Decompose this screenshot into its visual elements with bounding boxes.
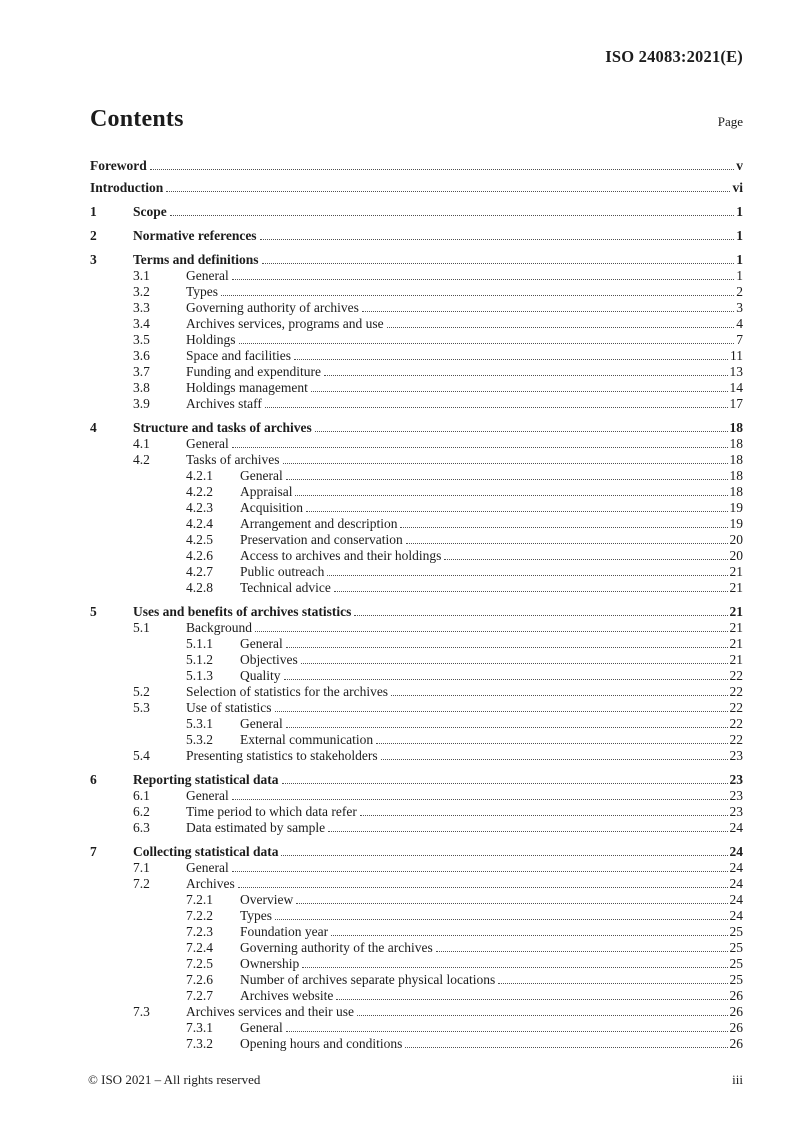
toc-entry-page: 23 — [729, 748, 743, 763]
dot-leader — [255, 631, 728, 632]
toc-entry-page: 1 — [736, 204, 743, 219]
toc-entry-page: 4 — [736, 316, 743, 331]
toc-entry-page: 24 — [729, 892, 743, 907]
toc-row — [133, 380, 743, 396]
toc-entry-page: 17 — [729, 396, 743, 411]
toc-entry-number: 3.8 — [133, 380, 150, 395]
toc-entry-page: 23 — [729, 804, 743, 819]
toc-entry-page: 22 — [729, 732, 743, 747]
toc-entry-page: 24 — [729, 860, 743, 875]
dot-leader — [232, 279, 735, 280]
toc-row — [186, 956, 743, 972]
dot-leader — [391, 695, 727, 696]
dot-leader — [295, 495, 727, 496]
toc-entry-number: 6 — [90, 772, 97, 787]
toc-row — [133, 820, 743, 836]
toc-entry-number: 7.2.2 — [186, 908, 213, 923]
toc-entry-page: 1 — [736, 252, 743, 267]
toc-entry-number: 3.9 — [133, 396, 150, 411]
toc-entry-number: 3.5 — [133, 332, 150, 347]
toc-row — [186, 548, 743, 564]
toc-row — [133, 364, 743, 380]
dot-leader — [166, 191, 730, 192]
toc-entry-number: 5.1.1 — [186, 636, 213, 651]
toc-row — [186, 908, 743, 924]
toc-entry-title: Presenting statistics to stakeholders — [186, 748, 378, 763]
toc-entry-title: General — [186, 860, 229, 875]
dot-leader — [327, 575, 727, 576]
toc-row — [133, 748, 743, 764]
toc-entry-number: 4.2.7 — [186, 564, 213, 579]
toc-entry-number: 7.2.6 — [186, 972, 213, 987]
toc-row — [90, 420, 743, 436]
toc-entry-page: 18 — [729, 420, 743, 435]
dot-leader — [362, 311, 734, 312]
toc-entry-number: 6.1 — [133, 788, 150, 803]
toc-entry-title: General — [186, 788, 229, 803]
toc-entry-title: Use of statistics — [186, 700, 272, 715]
toc-entry-title: Opening hours and conditions — [240, 1036, 403, 1051]
toc-entry-page: 20 — [729, 548, 743, 563]
dot-leader — [357, 1015, 728, 1016]
toc-entry-number: 7.2.5 — [186, 956, 213, 971]
toc-row — [133, 268, 743, 284]
toc-entry-page: 7 — [736, 332, 743, 347]
toc-entry-page: 26 — [729, 1004, 743, 1019]
dot-leader — [284, 679, 728, 680]
toc-entry-number: 7.2.3 — [186, 924, 213, 939]
toc-entry-title: Selection of statistics for the archives — [186, 684, 389, 699]
toc-entry-number: 4.2.5 — [186, 532, 213, 547]
toc-entry-title: Holdings management — [186, 380, 308, 395]
toc-entry-title: Overview — [240, 892, 294, 907]
toc-row — [186, 732, 743, 748]
toc-entry-page: 1 — [736, 268, 743, 283]
toc-entry-number: 7.3.1 — [186, 1020, 213, 1035]
toc-entry-title: Arrangement and description — [240, 516, 398, 531]
toc-entry-number: 6.3 — [133, 820, 150, 835]
contents-title: Contents — [90, 106, 184, 132]
toc-entry-title: Reporting statistical data — [133, 772, 279, 787]
toc-entry-title: Number of archives separate physical locations — [240, 972, 496, 987]
toc-entry-title: Foundation year — [240, 924, 329, 939]
toc-entry-number: 5.4 — [133, 748, 150, 763]
dot-leader — [360, 815, 728, 816]
toc-entry-title: Ownership — [240, 956, 300, 971]
toc-entry-title: Collecting statistical data — [133, 844, 279, 859]
toc-row — [133, 348, 743, 364]
toc-entry-page: 24 — [729, 844, 743, 859]
toc-entry-page: 18 — [729, 484, 743, 499]
toc-row — [133, 316, 743, 332]
toc-row — [90, 844, 743, 860]
toc-row — [90, 252, 743, 268]
toc-entry-page: 24 — [729, 820, 743, 835]
toc-entry-number: 5.3.1 — [186, 716, 213, 731]
dot-leader — [336, 999, 727, 1000]
toc-row — [133, 1004, 743, 1020]
toc-entry-number: 4.2.3 — [186, 500, 213, 515]
toc-entry-number: 1 — [90, 204, 97, 219]
dot-leader — [436, 951, 728, 952]
toc-entry-number: 7.2.4 — [186, 940, 213, 955]
toc-entry-page: 18 — [729, 452, 743, 467]
toc-entry-page: 11 — [730, 348, 743, 363]
dot-leader — [354, 615, 727, 616]
dot-leader — [286, 1031, 728, 1032]
toc-row — [186, 924, 743, 940]
toc-entry-title: Data estimated by sample — [186, 820, 326, 835]
dot-leader — [283, 463, 728, 464]
dot-leader — [296, 903, 727, 904]
toc-entry-page: 1 — [736, 228, 743, 243]
dot-leader — [238, 887, 728, 888]
toc-entry-number: 7.1 — [133, 860, 150, 875]
dot-leader — [294, 359, 728, 360]
toc-entry-page: 25 — [729, 924, 743, 939]
document-code: ISO 24083:2021(E) — [605, 47, 743, 66]
toc-entry-number: 3.3 — [133, 300, 150, 315]
dot-leader — [275, 711, 728, 712]
toc-entry-page: 18 — [729, 436, 743, 451]
toc-entry-page: 26 — [729, 1020, 743, 1035]
toc-row — [186, 636, 743, 652]
toc-row — [186, 1020, 743, 1036]
dot-leader — [232, 871, 728, 872]
toc-entry-title: Archives services and their use — [186, 1004, 354, 1019]
dot-leader — [381, 759, 728, 760]
toc-row — [186, 940, 743, 956]
toc-entry-number: 7.3 — [133, 1004, 150, 1019]
toc-row — [186, 988, 743, 1004]
toc-entry-title: Uses and benefits of archives statistics — [133, 604, 352, 619]
toc-entry-page: 21 — [729, 564, 743, 579]
page-footer — [88, 1072, 743, 1088]
dot-leader — [239, 343, 735, 344]
toc-entry-number: 3.4 — [133, 316, 150, 331]
toc-entry-title: Objectives — [240, 652, 298, 667]
toc-entry-page: 19 — [729, 500, 743, 515]
toc-row — [186, 532, 743, 548]
dot-leader — [301, 663, 728, 664]
toc-row — [133, 284, 743, 300]
toc-row — [186, 500, 743, 516]
toc-entry-title: External communication — [240, 732, 374, 747]
toc-entry-number: 4.2.2 — [186, 484, 213, 499]
dot-leader — [232, 447, 728, 448]
toc-row — [133, 452, 743, 468]
toc-entry-number: 5.1.2 — [186, 652, 213, 667]
toc-row — [133, 860, 743, 876]
toc-entry-title: Space and facilities — [186, 348, 291, 363]
toc-entry-number: 4.2 — [133, 452, 150, 467]
copyright-notice: © ISO 2021 – All rights reserved — [88, 1072, 261, 1087]
toc-row — [186, 1036, 743, 1052]
toc-row — [90, 772, 743, 788]
dot-leader — [302, 967, 727, 968]
toc-entry-page: 19 — [729, 516, 743, 531]
toc-entry-title: Technical advice — [240, 580, 331, 595]
dot-leader — [306, 511, 728, 512]
toc-entry-title: General — [240, 716, 283, 731]
toc-row — [133, 876, 743, 892]
dot-leader — [334, 591, 728, 592]
toc-entry-number: 2 — [90, 228, 97, 243]
dot-leader — [444, 559, 727, 560]
toc-entry-title: Terms and definitions — [133, 252, 259, 267]
toc-row — [186, 892, 743, 908]
toc-row — [186, 716, 743, 732]
contents-header — [90, 106, 743, 133]
toc-entry-title: General — [240, 468, 283, 483]
toc-entry-page: 22 — [729, 716, 743, 731]
toc-entry-page: 22 — [729, 684, 743, 699]
toc-row — [186, 972, 743, 988]
toc-entry-title: Appraisal — [240, 484, 293, 499]
toc-entry-title: Archives website — [240, 988, 334, 1003]
toc-row — [186, 468, 743, 484]
toc-row — [90, 158, 743, 174]
toc-entry-title: Introduction — [90, 180, 164, 195]
toc-entry-number: 5.3 — [133, 700, 150, 715]
toc-row — [133, 332, 743, 348]
toc-entry-number: 5.1.3 — [186, 668, 213, 683]
toc-row — [133, 788, 743, 804]
dot-leader — [315, 431, 728, 432]
toc-entry-number: 5.3.2 — [186, 732, 213, 747]
toc-entry-page: 21 — [729, 580, 743, 595]
toc-entry-page: 2 — [736, 284, 743, 299]
toc-entry-page: 25 — [729, 972, 743, 987]
toc-entry-number: 7 — [90, 844, 97, 859]
dot-leader — [331, 935, 727, 936]
toc-entry-page: 23 — [729, 788, 743, 803]
toc-row — [90, 604, 743, 620]
dot-leader — [498, 983, 727, 984]
toc-row — [133, 804, 743, 820]
dot-leader — [286, 647, 728, 648]
dot-leader — [400, 527, 727, 528]
toc-entry-page: 24 — [729, 876, 743, 891]
toc-entry-page: 24 — [729, 908, 743, 923]
page-number: iii — [732, 1072, 743, 1087]
dot-leader — [150, 169, 735, 170]
dot-leader — [406, 543, 728, 544]
toc-row — [186, 652, 743, 668]
toc-entry-title: Preservation and conservation — [240, 532, 403, 547]
toc-entry-title: Structure and tasks of archives — [133, 420, 312, 435]
toc-entry-page: 21 — [729, 620, 743, 635]
toc-entry-title: General — [186, 268, 229, 283]
toc-entry-title: Governing authority of archives — [186, 300, 359, 315]
dot-leader — [275, 919, 727, 920]
toc-entry-number: 4 — [90, 420, 97, 435]
toc-entry-page: 22 — [729, 668, 743, 683]
toc-entry-page: 26 — [729, 1036, 743, 1051]
toc-entry-page: v — [736, 158, 743, 173]
dot-leader — [324, 375, 728, 376]
toc-entry-number: 7.2.1 — [186, 892, 213, 907]
toc-entry-page: 26 — [729, 988, 743, 1003]
toc-entry-title: Governing authority of the archives — [240, 940, 433, 955]
toc-entry-number: 3.6 — [133, 348, 150, 363]
toc-entry-page: 22 — [729, 700, 743, 715]
toc-row — [133, 620, 743, 636]
toc-entry-number: 5.1 — [133, 620, 150, 635]
toc-row — [90, 180, 743, 196]
toc-entry-title: Scope — [133, 204, 167, 219]
toc-entry-number: 7.2.7 — [186, 988, 213, 1003]
toc-entry-page: 18 — [729, 468, 743, 483]
dot-leader — [265, 407, 728, 408]
table-of-contents — [0, 152, 743, 1052]
toc-entry-page: 13 — [729, 364, 743, 379]
toc-row — [186, 564, 743, 580]
toc-entry-title: General — [240, 636, 283, 651]
toc-entry-title: Background — [186, 620, 252, 635]
page-column-label: Page — [717, 114, 743, 129]
toc-entry-title: Quality — [240, 668, 281, 683]
dot-leader — [232, 799, 728, 800]
toc-row — [186, 668, 743, 684]
toc-entry-number: 7.3.2 — [186, 1036, 213, 1051]
toc-row — [90, 228, 743, 244]
toc-entry-number: 4.2.1 — [186, 468, 213, 483]
toc-entry-number: 7.2 — [133, 876, 150, 891]
toc-entry-number: 5 — [90, 604, 97, 619]
toc-row — [133, 684, 743, 700]
dot-leader — [170, 215, 735, 216]
dot-leader — [328, 831, 727, 832]
toc-entry-title: Types — [240, 908, 273, 923]
dot-leader — [286, 727, 728, 728]
toc-entry-page: vi — [732, 180, 743, 195]
dot-leader — [286, 479, 728, 480]
toc-entry-title: General — [186, 436, 229, 451]
toc-entry-page: 25 — [729, 956, 743, 971]
toc-entry-number: 6.2 — [133, 804, 150, 819]
toc-entry-title: Public outreach — [240, 564, 325, 579]
toc-row — [186, 580, 743, 596]
toc-entry-title: Archives — [186, 876, 235, 891]
toc-row — [186, 516, 743, 532]
toc-entry-title: Archives services, programs and use — [186, 316, 384, 331]
toc-entry-page: 21 — [729, 636, 743, 651]
toc-entry-page: 3 — [736, 300, 743, 315]
toc-entry-title: Funding and expenditure — [186, 364, 321, 379]
toc-entry-title: Normative references — [133, 228, 257, 243]
toc-entry-title: Types — [186, 284, 219, 299]
toc-row — [133, 396, 743, 412]
toc-row — [133, 436, 743, 452]
toc-entry-number: 3.2 — [133, 284, 150, 299]
dot-leader — [387, 327, 735, 328]
toc-entry-title: Holdings — [186, 332, 236, 347]
toc-entry-page: 23 — [729, 772, 743, 787]
toc-entry-title: Access to archives and their holdings — [240, 548, 442, 563]
toc-entry-title: Acquisition — [240, 500, 303, 515]
dot-leader — [282, 783, 728, 784]
toc-entry-title: General — [240, 1020, 283, 1035]
toc-entry-number: 3.1 — [133, 268, 150, 283]
toc-entry-title: Time period to which data refer — [186, 804, 357, 819]
toc-row — [133, 700, 743, 716]
dot-leader — [260, 239, 735, 240]
toc-entry-number: 4.2.4 — [186, 516, 213, 531]
toc-entry-page: 21 — [729, 652, 743, 667]
dot-leader — [405, 1047, 727, 1048]
toc-entry-title: Tasks of archives — [186, 452, 280, 467]
dot-leader — [221, 295, 734, 296]
dot-leader — [376, 743, 727, 744]
toc-entry-number: 4.2.6 — [186, 548, 213, 563]
toc-entry-number: 4.1 — [133, 436, 150, 451]
toc-entry-page: 25 — [729, 940, 743, 955]
dot-leader — [311, 391, 728, 392]
toc-entry-page: 14 — [729, 380, 743, 395]
toc-row — [90, 204, 743, 220]
toc-row — [133, 300, 743, 316]
toc-entry-title: Archives staff — [186, 396, 262, 411]
dot-leader — [262, 263, 735, 264]
toc-entry-number: 5.2 — [133, 684, 150, 699]
toc-row — [186, 484, 743, 500]
dot-leader — [281, 855, 727, 856]
toc-entry-page: 21 — [729, 604, 743, 619]
toc-entry-number: 4.2.8 — [186, 580, 213, 595]
toc-entry-page: 20 — [729, 532, 743, 547]
toc-entry-number: 3.7 — [133, 364, 150, 379]
toc-entry-title: Foreword — [90, 158, 147, 173]
toc-entry-number: 3 — [90, 252, 97, 267]
